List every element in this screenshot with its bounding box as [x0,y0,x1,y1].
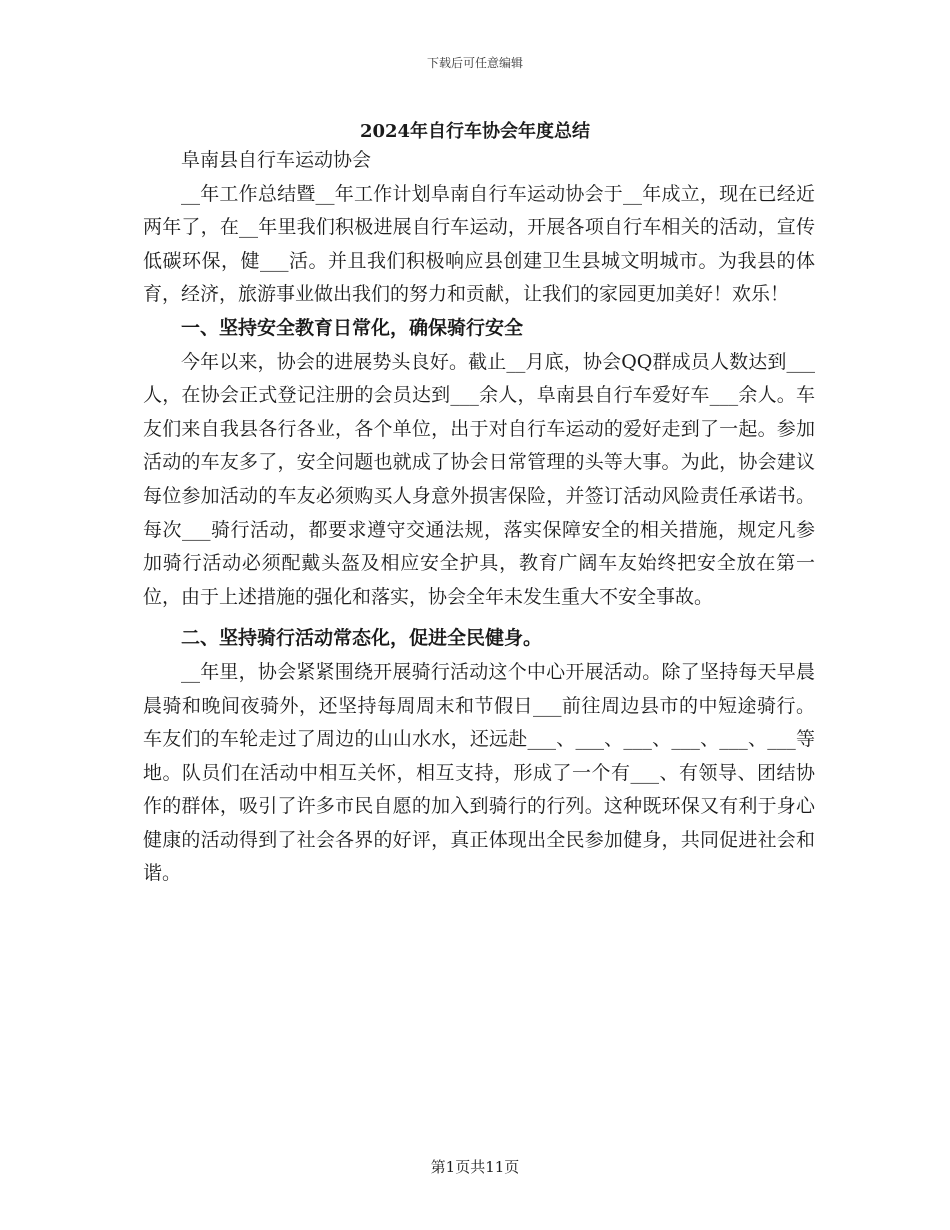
organization-name: 阜南县自行车运动协会 [181,149,372,171]
section2-heading: 二、坚持骑行活动常态化，促进全民健身。 [181,627,543,650]
document-title: 2024年自行车协会年度总结 [359,121,591,142]
section2-paragraph: __年里，协会紧紧围绕开展骑行活动这个中心开展活动。除了坚持每天早晨晨骑和晚间夜骑外，还坚持每周周末和节假日___前往周边县市的中短途骑行。车友们的车轮走过了周边的山山水水，还远赴___、___、___、___、___、___等地。队员们在活动中相互关怀，相互支持，形成了一个有___、有领导、团结协作的群体，吸引了许多市民自愿的加入到骑行的行列。这种既环保又有利于身心健康的活动得到了社会各界的好评，真正体现出全民参加健身，共同促进社会和谐。 [143,660,815,885]
section1-paragraph: 今年以来，协会的进展势头良好。截止__月底，协会QQ群成员人数达到___人，在协会正式登记注册的会员达到___余人，阜南县自行车爱好车___余人。车友们来自我县各行各业，各个单位，出于对自行车运动的爱好走到了一起。参加活动的车友多了，安全问题也就成了协会日常管理的头等大事。为此，协会建议每位参加活动的车友必须购买人身意外损害保险，并签订活动风险责任承诺书。每次___骑行活动，都要求遵守交通法规，落实保障安全的相关措施，规定凡参加骑行活动必须配戴头盔及相应安全护具，教育广阔车友始终把安全放在第一位，由于上述措施的强化和落实，协会全年未发生重大不安全事故。 [143,350,815,608]
section1-heading: 一、坚持安全教育日常化，确保骑行安全 [181,316,524,339]
document-body [143,144,815,891]
intro-paragraph: __年工作总结暨__年工作计划阜南自行车运动协会于__年成立，现在已经近两年了，在__年里我们积极进展自行车运动，开展各项自行车相关的活动，宣传低碳环保，健___活。并且我们积极响应县创建卫生县城文明城市。为我县的体育，经济，旅游事业做出我们的努力和贡献，让我们的家园更加美好！欢乐！ [143,182,815,306]
header-note: 下载后可任意编辑 [426,56,523,70]
page-number: 第1页共11页 [430,1158,520,1176]
